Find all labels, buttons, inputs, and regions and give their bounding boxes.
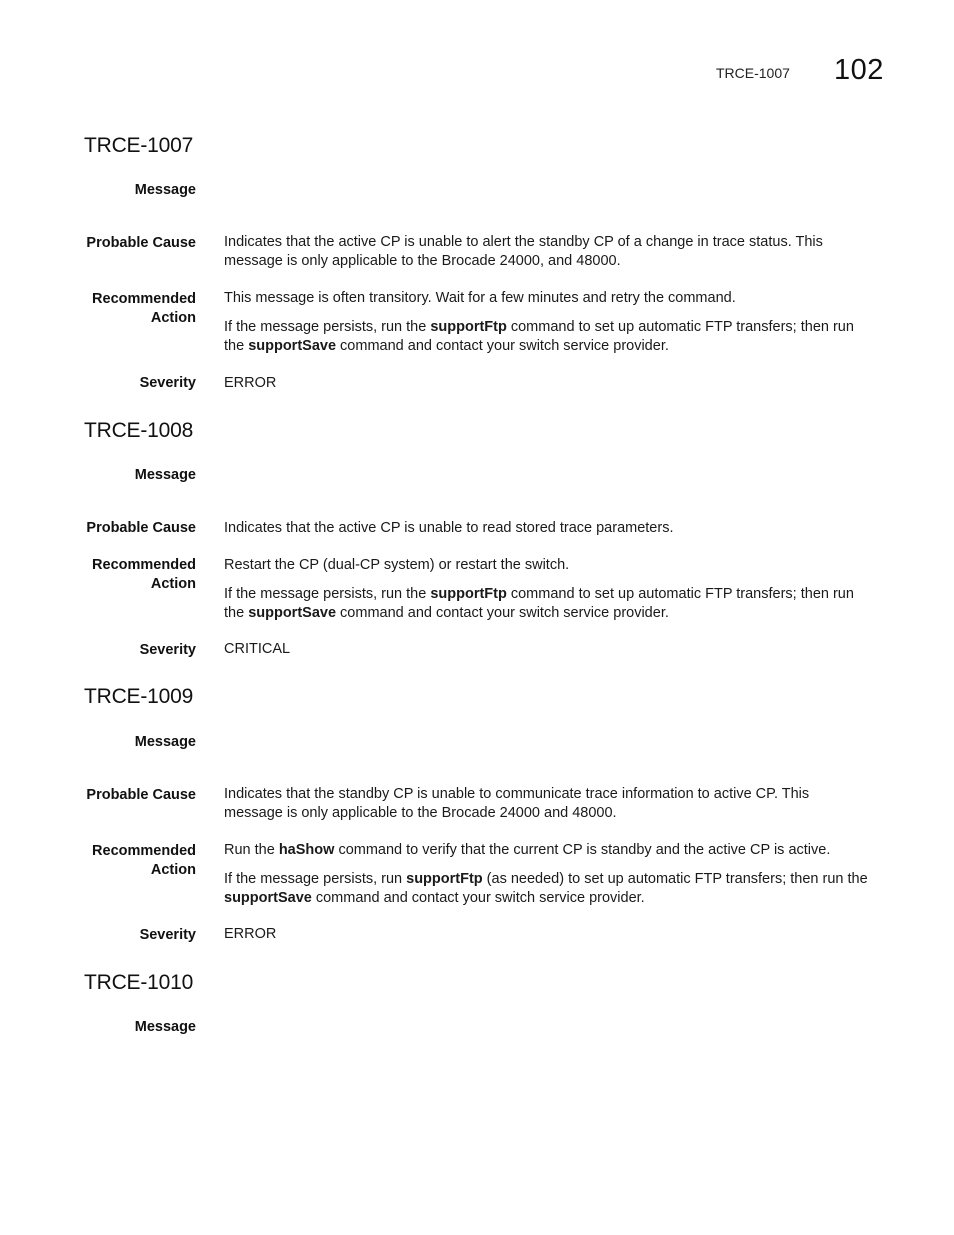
probable-cause-label: Probable Cause bbox=[86, 235, 196, 251]
probable-cause-text: Indicates that the standby CP is unable to communicate trace information to active CP. This message is only applicable to the Brocade 24000 and 48000. bbox=[224, 786, 810, 821]
severity-label: Severity bbox=[139, 927, 196, 943]
severity-label: Severity bbox=[139, 642, 196, 658]
running-title: TRCE-1007 bbox=[716, 65, 790, 81]
recommended-action-label: Recommended Action bbox=[92, 557, 196, 592]
section-title: TRCE-1009 bbox=[84, 685, 194, 708]
recommended-action-text: Restart the CP (dual-CP system) or restart the switch. If the message persists, run the supportFtp command to set up automatic FTP transfers; then run the supportSave command and contact your switch service provider. bbox=[224, 557, 854, 621]
message-label: Message bbox=[134, 182, 196, 198]
severity-value: CRITICAL bbox=[224, 641, 291, 657]
command-name: supportFtp bbox=[430, 319, 507, 335]
command-name: haShow bbox=[278, 842, 335, 858]
probable-cause-text: Indicates that the active CP is unable to read stored trace parameters. bbox=[224, 520, 674, 536]
chapter-number: 102 bbox=[834, 54, 884, 86]
command-name: supportSave bbox=[248, 605, 337, 621]
probable-cause-label: Probable Cause bbox=[86, 520, 196, 536]
severity-value: ERROR bbox=[224, 926, 277, 942]
message-label: Message bbox=[134, 734, 196, 750]
severity-value: ERROR bbox=[224, 375, 277, 391]
command-name: supportFtp bbox=[406, 871, 483, 887]
section-title: TRCE-1010 bbox=[84, 971, 194, 994]
command-name: supportSave bbox=[224, 890, 312, 906]
message-label: Message bbox=[134, 1019, 196, 1035]
recommended-action-text: This message is often transitory. Wait for a few minutes and retry the command. If the message persists, run the supportFtp command to set up automatic FTP transfers; then run the supportSave command and contact your switch service provider. bbox=[224, 290, 854, 354]
section-title: TRCE-1008 bbox=[84, 419, 194, 442]
probable-cause-label: Probable Cause bbox=[86, 787, 196, 803]
command-name: supportFtp bbox=[430, 586, 507, 602]
command-name: supportSave bbox=[248, 338, 337, 354]
message-label: Message bbox=[134, 467, 196, 483]
recommended-action-label: Recommended Action bbox=[92, 291, 196, 326]
recommended-action-label: Recommended Action bbox=[92, 843, 196, 878]
section-title: TRCE-1007 bbox=[84, 134, 194, 157]
severity-label: Severity bbox=[139, 375, 196, 391]
recommended-action-text: Run the haShow command to verify that the current CP is standby and the active CP is active. If the message persists, run supportFtp (as needed) to set up automatic FTP transfers; then run the supportSave command and contact your switch service provider. bbox=[224, 842, 868, 906]
probable-cause-text: Indicates that the active CP is unable to alert the standby CP of a change in trace status. This message is only applicable to the Brocade 24000, and 48000. bbox=[224, 234, 823, 269]
